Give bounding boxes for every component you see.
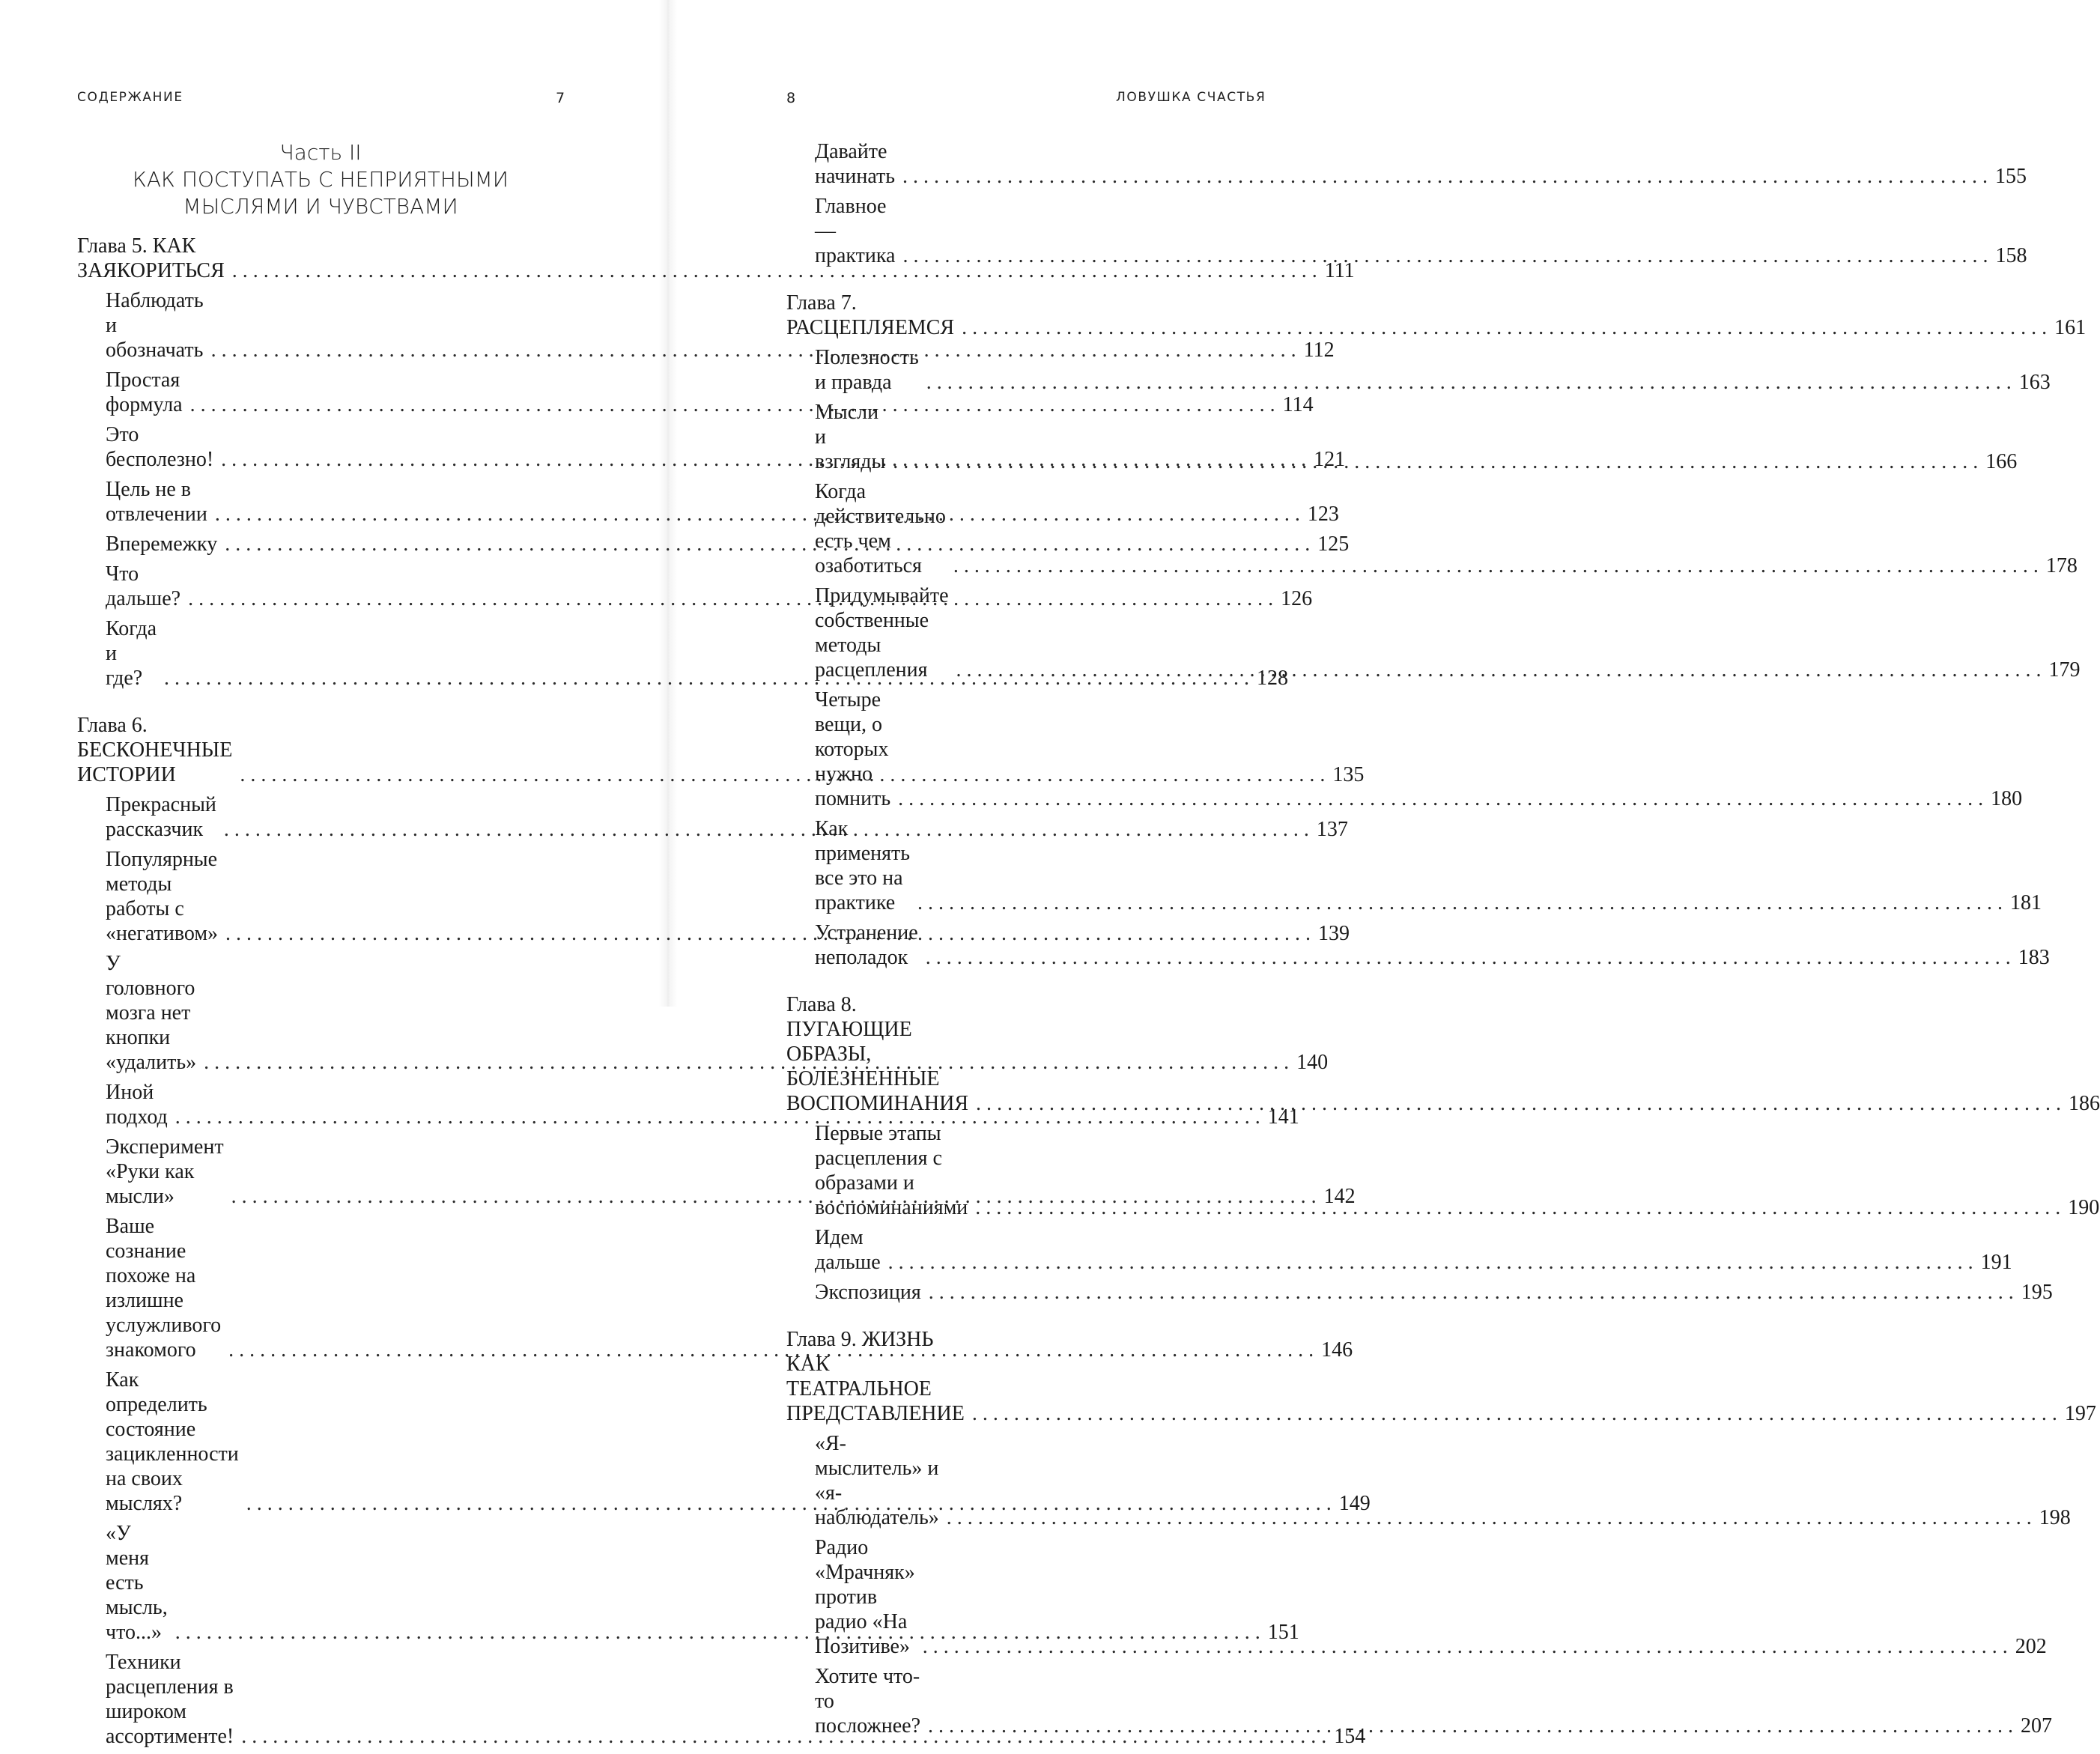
toc-entry-title: Прекрасный рассказчик <box>106 793 216 841</box>
toc-entry-page: 158 <box>1995 244 2027 267</box>
toc-entry-title: Цель не в отвлечении <box>106 478 207 526</box>
toc-entry-page: 151 <box>1267 1621 1299 1644</box>
toc-entry-page: 114 <box>1282 393 1314 416</box>
toc-entry-title: Первые этапы расцепления с образами и воспоминаниями <box>815 1122 968 1219</box>
toc-entry-page: 135 <box>1332 763 1365 786</box>
toc-section[interactable] <box>77 532 1350 556</box>
toc-entry-title: Техники расцепления в широком ассортименте! <box>106 1651 234 1748</box>
toc-entry-page: 112 <box>1303 339 1335 362</box>
toc-section[interactable] <box>786 1280 2053 1305</box>
dot-leader <box>929 1280 2014 1305</box>
dot-leader <box>956 658 2042 682</box>
toc-entry-page: 142 <box>1323 1185 1356 1208</box>
toc-entry-title: Как применять все это на практике <box>815 817 910 914</box>
toc-entry-page: 155 <box>1995 165 2027 188</box>
toc-entry-page: 183 <box>2018 946 2050 969</box>
part-title-line-1: КАК ПОСТУПАТЬ С НЕПРИЯТНЫМИ <box>133 167 509 192</box>
toc-entry-title: Когда действительно есть чем озаботиться <box>815 480 946 577</box>
toc-entry-page: 191 <box>1980 1251 2012 1274</box>
toc-entry-title: Вперемежку <box>106 532 218 556</box>
toc-entry-title: Как определить состояние зацикленности на своих мыслях? <box>106 1368 239 1515</box>
toc-entry-title: Что дальше? <box>106 562 181 610</box>
toc-entry-page: 161 <box>2054 316 2087 339</box>
page-number-right: 8 <box>786 90 796 106</box>
toc-entry-page: 123 <box>1307 503 1339 526</box>
toc-entry-page: 128 <box>1257 667 1289 690</box>
running-head-right: ЛОВУШКА СЧАСТЬЯ <box>1116 90 1266 105</box>
toc-entry-page: 195 <box>2021 1281 2053 1304</box>
toc-entry-title: Придумывайте собственные методы расцепления <box>815 584 949 682</box>
toc-entry-page: 181 <box>2009 891 2042 914</box>
part-heading <box>77 139 564 220</box>
toc-entry-page: 198 <box>2039 1506 2071 1529</box>
dot-leader <box>975 1195 2060 1220</box>
toc-section[interactable] <box>77 562 1313 611</box>
dot-leader <box>926 370 2012 395</box>
toc-chapter[interactable] <box>77 234 1355 283</box>
page-number-left: 7 <box>556 90 565 106</box>
toc-entry-title: Глава 9. ЖИЗНЬ КАК ТЕАТРАЛЬНОЕ ПРЕДСТАВЛЕНИЕ <box>786 1328 965 1425</box>
toc-entry-page: 146 <box>1321 1338 1353 1362</box>
toc-entry-title: Простая формула <box>106 368 183 416</box>
dot-leader <box>953 553 2039 578</box>
toc-entry-title: Иной подход <box>106 1081 168 1129</box>
dot-leader <box>976 1091 2061 1116</box>
dot-leader <box>902 164 1988 189</box>
dot-leader <box>893 449 1978 474</box>
dot-leader <box>917 890 2003 915</box>
toc-section[interactable] <box>77 1080 1299 1129</box>
toc-entry-page: 126 <box>1281 587 1313 610</box>
dot-leader <box>888 1250 1973 1275</box>
dot-leader <box>902 243 1988 268</box>
toc-entry-page: 139 <box>1318 922 1350 945</box>
toc-entry-title: Глава 6. БЕСКОНЕЧНЫЕ ИСТОРИИ <box>77 714 233 786</box>
toc-entry-page: 163 <box>2018 371 2051 394</box>
toc-entry-title: Четыре вещи, о которых нужно помнить <box>815 688 891 810</box>
toc-chapter[interactable] <box>786 291 2087 340</box>
dot-leader <box>947 1505 2032 1530</box>
toc-entry-page: 125 <box>1317 532 1350 556</box>
part-title-line-2: МЫСЛЯМИ И ЧУВСТВАМИ <box>183 194 458 219</box>
toc-entry-title: Глава 5. КАК ЗАЯКОРИТЬСЯ <box>77 234 225 282</box>
toc-entry-title: Популярные методы работы с «негативом» <box>106 848 219 945</box>
toc-entry-title: Экспозиция <box>815 1281 921 1304</box>
toc-entry-page: 111 <box>1324 259 1355 282</box>
toc-entry-title: Мысли и взгляды <box>815 401 886 473</box>
dot-leader <box>928 1714 2013 1738</box>
toc-section[interactable] <box>77 792 1348 842</box>
toc-entry-title: Полезность и правда <box>815 346 919 394</box>
toc-entry-title: Это бесполезно! <box>106 423 214 471</box>
toc-section[interactable] <box>786 194 2027 268</box>
toc-entry-page: 202 <box>2015 1635 2047 1658</box>
toc-entry-page: 197 <box>2064 1402 2096 1425</box>
toc-entry-title: Главное — практика <box>815 195 896 267</box>
toc-entry-title: Глава 8. ПУГАЮЩИЕ ОБРАЗЫ, БОЛЕЗНЕННЫЕ ВОСПОМИНАНИЯ <box>786 993 969 1115</box>
toc-entry-page: 179 <box>2048 658 2081 682</box>
toc-entry-title: Глава 7. РАСЦЕПЛЯЕМСЯ <box>786 291 955 339</box>
toc-entry-page: 137 <box>1316 818 1348 841</box>
toc-section[interactable] <box>786 1225 2012 1275</box>
dot-leader <box>923 1634 2008 1659</box>
dot-leader <box>926 945 2011 970</box>
toc-entry-page: 207 <box>2021 1714 2052 1738</box>
toc-entry-title: «У меня есть мысль, что...» <box>106 1522 168 1644</box>
toc-entry-title: У головного мозга нет кнопки «удалить» <box>106 952 197 1074</box>
toc-entry-page: 186 <box>2069 1092 2100 1115</box>
toc-entry-title: Идем дальше <box>815 1226 881 1274</box>
toc-entry-title: «Я-мыслитель» и «я-наблюдатель» <box>815 1432 939 1529</box>
toc-entry-title: Хотите что-то посложнее? <box>815 1665 920 1738</box>
toc-section[interactable] <box>786 139 2027 189</box>
toc-section[interactable] <box>77 477 1339 526</box>
toc-entry-page: 149 <box>1338 1492 1371 1515</box>
toc-entry-title: Когда и где? <box>106 617 157 690</box>
toc-entry-page: 166 <box>1985 450 2018 473</box>
toc-entry-page: 190 <box>2068 1196 2100 1219</box>
toc-entry-title: Эксперимент «Руки как мысли» <box>106 1135 224 1208</box>
toc-entry-page: 141 <box>1267 1105 1299 1129</box>
toc-entry-page: 154 <box>1334 1725 1366 1748</box>
toc-entry-title: Устранение неполадок <box>815 921 918 969</box>
dot-leader <box>898 786 1983 811</box>
toc-entry-title: Ваше сознание похоже на излишне услужливого знакомого <box>106 1215 222 1362</box>
running-head-left: СОДЕРЖАНИЕ <box>77 90 183 105</box>
dot-leader <box>962 315 2047 340</box>
toc-entry-page: 180 <box>1991 787 2023 810</box>
toc-entry-page: 121 <box>1314 448 1346 471</box>
toc-entry-title: Наблюдать и обозначать <box>106 289 204 362</box>
toc-entry-title: Радио «Мрачняк» против радио «На Позитиве» <box>815 1536 915 1658</box>
part-number: Часть II <box>279 140 362 165</box>
toc-entry-page: 178 <box>2045 554 2078 577</box>
toc-entry-title: Давайте начинать <box>815 140 896 188</box>
dot-leader <box>972 1401 2057 1426</box>
toc-entry-page: 140 <box>1296 1051 1329 1074</box>
